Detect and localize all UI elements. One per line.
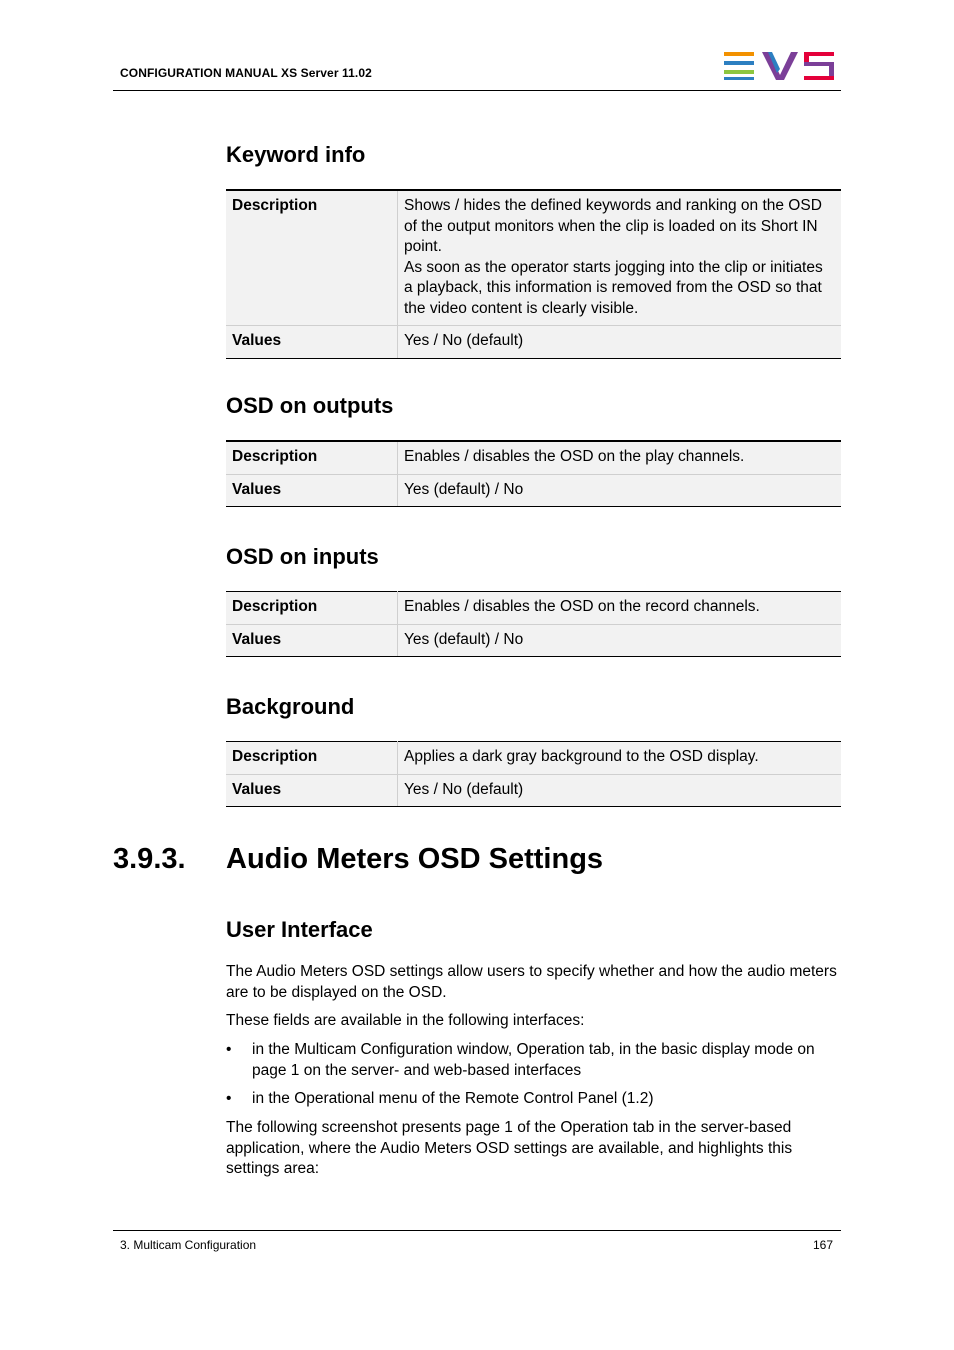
bullet-icon: • xyxy=(226,1041,232,1058)
list-item-text: in the Multicam Configuration window, Operation tab, in the basic display mode on page 1 on the server- and web-based interfaces xyxy=(252,1041,815,1079)
footer-rule xyxy=(113,1230,841,1231)
row-key: Description xyxy=(226,190,398,326)
row-value: Enables / disables the OSD on the play channels. xyxy=(398,441,842,474)
row-key: Values xyxy=(226,474,398,507)
running-header-title: CONFIGURATION MANUAL XS Server 11.02 xyxy=(120,66,372,80)
footer-section: 3. Multicam Configuration xyxy=(120,1238,257,1252)
table-row xyxy=(226,592,841,625)
table-row xyxy=(226,474,841,507)
list-item-text: in the Operational menu of the Remote Control Panel (1.2) xyxy=(252,1090,654,1107)
row-value: Shows / hides the defined keywords and ranking on the OSD of the output monitors when the clip is loaded on its Short IN point. As soon as the operator starts jogging into the clip or initiates a playback, this information is removed from the OSD so that the video content is clearly visible. xyxy=(398,190,842,326)
row-value: Enables / disables the OSD on the record channels. xyxy=(398,592,842,625)
row-key: Values xyxy=(226,624,398,657)
table-row xyxy=(226,624,841,657)
section-heading-keyword-info: Keyword info xyxy=(226,142,366,167)
section-heading-osd-on-outputs: OSD on outputs xyxy=(226,393,394,418)
row-value: Applies a dark gray background to the OSD display. xyxy=(398,742,842,775)
row-key: Description xyxy=(226,742,398,775)
chapter-title: Audio Meters OSD Settings xyxy=(226,843,604,875)
table-row xyxy=(226,190,841,326)
table-row xyxy=(226,774,841,807)
page-number: 167 xyxy=(812,1238,833,1252)
row-value: Yes / No (default) xyxy=(398,774,842,807)
row-key: Values xyxy=(226,326,398,359)
row-value: Yes / No (default) xyxy=(398,326,842,359)
evs-logo xyxy=(724,51,834,81)
bullet-icon: • xyxy=(226,1090,232,1107)
row-key: Description xyxy=(226,441,398,474)
intro-paragraph: The Audio Meters OSD settings allow users to specify whether and how the audio meters are to be displayed on the OSD. xyxy=(226,963,837,1001)
fields-paragraph: These fields are available in the following interfaces: xyxy=(226,1012,585,1029)
background-table xyxy=(226,741,841,807)
subheading-user-interface: User Interface xyxy=(226,917,373,942)
chapter-number: 3.9.3. xyxy=(113,843,186,875)
row-value: Yes (default) / No xyxy=(398,624,842,657)
keyword-info-table xyxy=(226,189,841,359)
section-heading-background: Background xyxy=(226,694,355,719)
closing-paragraph: The following screenshot presents page 1 of the Operation tab in the server-based application, where the Audio Meters OSD settings are available, and highlights this settings area: xyxy=(226,1119,793,1177)
row-key: Values xyxy=(226,774,398,807)
osd-on-outputs-table xyxy=(226,440,841,507)
row-key: Description xyxy=(226,592,398,625)
table-row xyxy=(226,441,841,474)
section-heading-osd-on-inputs: OSD on inputs xyxy=(226,544,379,569)
table-row xyxy=(226,742,841,775)
osd-on-inputs-table xyxy=(226,591,841,657)
header-rule xyxy=(113,90,841,91)
table-row xyxy=(226,326,841,359)
row-value: Yes (default) / No xyxy=(398,474,842,507)
